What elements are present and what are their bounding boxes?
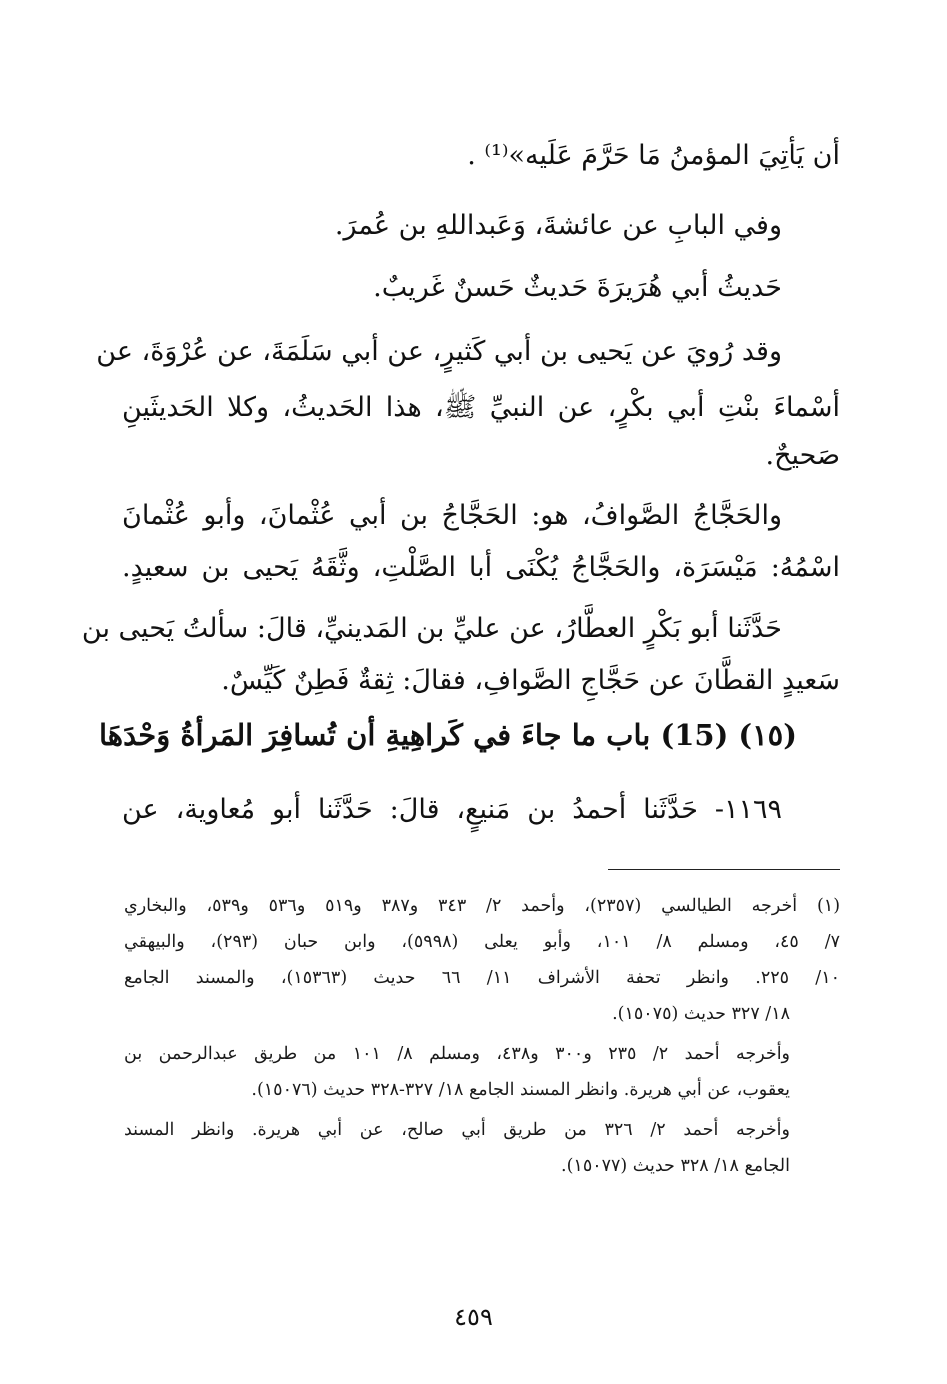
- footnote-line-6: يعقوب، عن أبي هريرة. وانظر المسند الجامع ١٨/ ٣٢٧-٣٢٨ حديث (١٥٠٧٦).: [251, 1080, 790, 1100]
- text-line-1: أن يَأتِيَ المؤمنُ مَا حَرَّمَ عَلَيه»⁽¹⁾ .: [467, 140, 840, 171]
- text-line-8: اسْمُهُ: مَيْسَرَة، والحَجَّاجُ يُكْنَى أبا الصَّلْتِ، وثَّقَهُ يَحيى بن سعيدٍ.: [122, 552, 840, 583]
- text-line-9: حَدَّثَنا أبو بَكْرٍ العطَّارُ، عن عليِّ بن المَدينيِّ، قالَ: سألتُ يَحيى بن: [81, 613, 782, 644]
- footnote-line-8: الجامع ١٨/ ٣٢٨ حديث (١٥٠٧٧).: [561, 1156, 790, 1176]
- chapter-heading: (١٥) (15) باب ما جاءَ في كَراهِيةِ أن تُسافِرَ المَرأةُ وَحْدَهَا: [98, 718, 797, 752]
- text-line-4: وقد رُويَ عن يَحيى بن أبي كَثيرٍ، عن أبي سَلَمَةَ، عن عُرْوَةَ، عن: [96, 336, 782, 367]
- footnote-line-2: ٧/ ٤٥، ومسلم ٨/ ١٠١، وأبو يعلى (٥٩٩٨)، وابن حبان (٢٩٣)، والبيهقي: [124, 932, 840, 952]
- footnote-line-4: ١٨/ ٣٢٧ حديث (١٥٠٧٥).: [612, 1004, 790, 1024]
- text-line-3: حَديثُ أبي هُرَيرَةَ حَديثٌ حَسنٌ غَريبٌ.: [373, 272, 782, 303]
- footnote-line-1: (١) أخرجه الطيالسي (٢٣٥٧)، وأحمد ٢/ ٣٤٣ و٣٨٧ و٥١٩ و٥٣٦ و٥٣٩، والبخاري: [124, 896, 841, 916]
- footnote-separator: [608, 869, 840, 870]
- hadith-1169-line: ١١٦٩- حَدَّثَنا أحمدُ بن مَنيعٍ، قالَ: حَدَّثَنا أبو مُعاوية، عن: [122, 794, 782, 825]
- text-line-5: أسْماءَ بنْتِ أبي بكْرٍ، عن النبيِّ ﷺ، هذا الحَديثُ، وكلا الحَديثَينِ: [122, 392, 840, 423]
- footnote-line-5: وأخرجه أحمد ٢/ ٢٣٥ و٣٠٠ و٤٣٨، ومسلم ٨/ ١٠١ من طريق عبدالرحمن بن: [124, 1044, 791, 1064]
- text-line-7: والحَجَّاجُ الصَّوافُ، هو: الحَجَّاجُ بن أبي عُثْمانَ، وأبو عُثْمانَ: [122, 500, 782, 531]
- page-number: ٤٥٩: [454, 1303, 493, 1331]
- footnote-line-3: ١٠/ ٢٢٥. وانظر تحفة الأشراف ١١/ ٦٦ حديث (١٥٣٦٣)، والمسند الجامع: [124, 968, 840, 988]
- text-line-10: سَعيدٍ القطَّانَ عن حَجَّاجِ الصَّوافِ، فقالَ: ثِقةٌ فَطِنٌ كَيِّسٌ.: [221, 665, 840, 696]
- footnote-line-7: وأخرجه أحمد ٢/ ٣٢٦ من طريق أبي صالح، عن أبي هريرة. وانظر المسند: [124, 1120, 790, 1140]
- text-line-6: صَحيحٌ.: [765, 440, 840, 471]
- text-line-2: وفي البابِ عن عائشةَ، وَعَبداللهِ بن عُمرَ.: [334, 210, 782, 241]
